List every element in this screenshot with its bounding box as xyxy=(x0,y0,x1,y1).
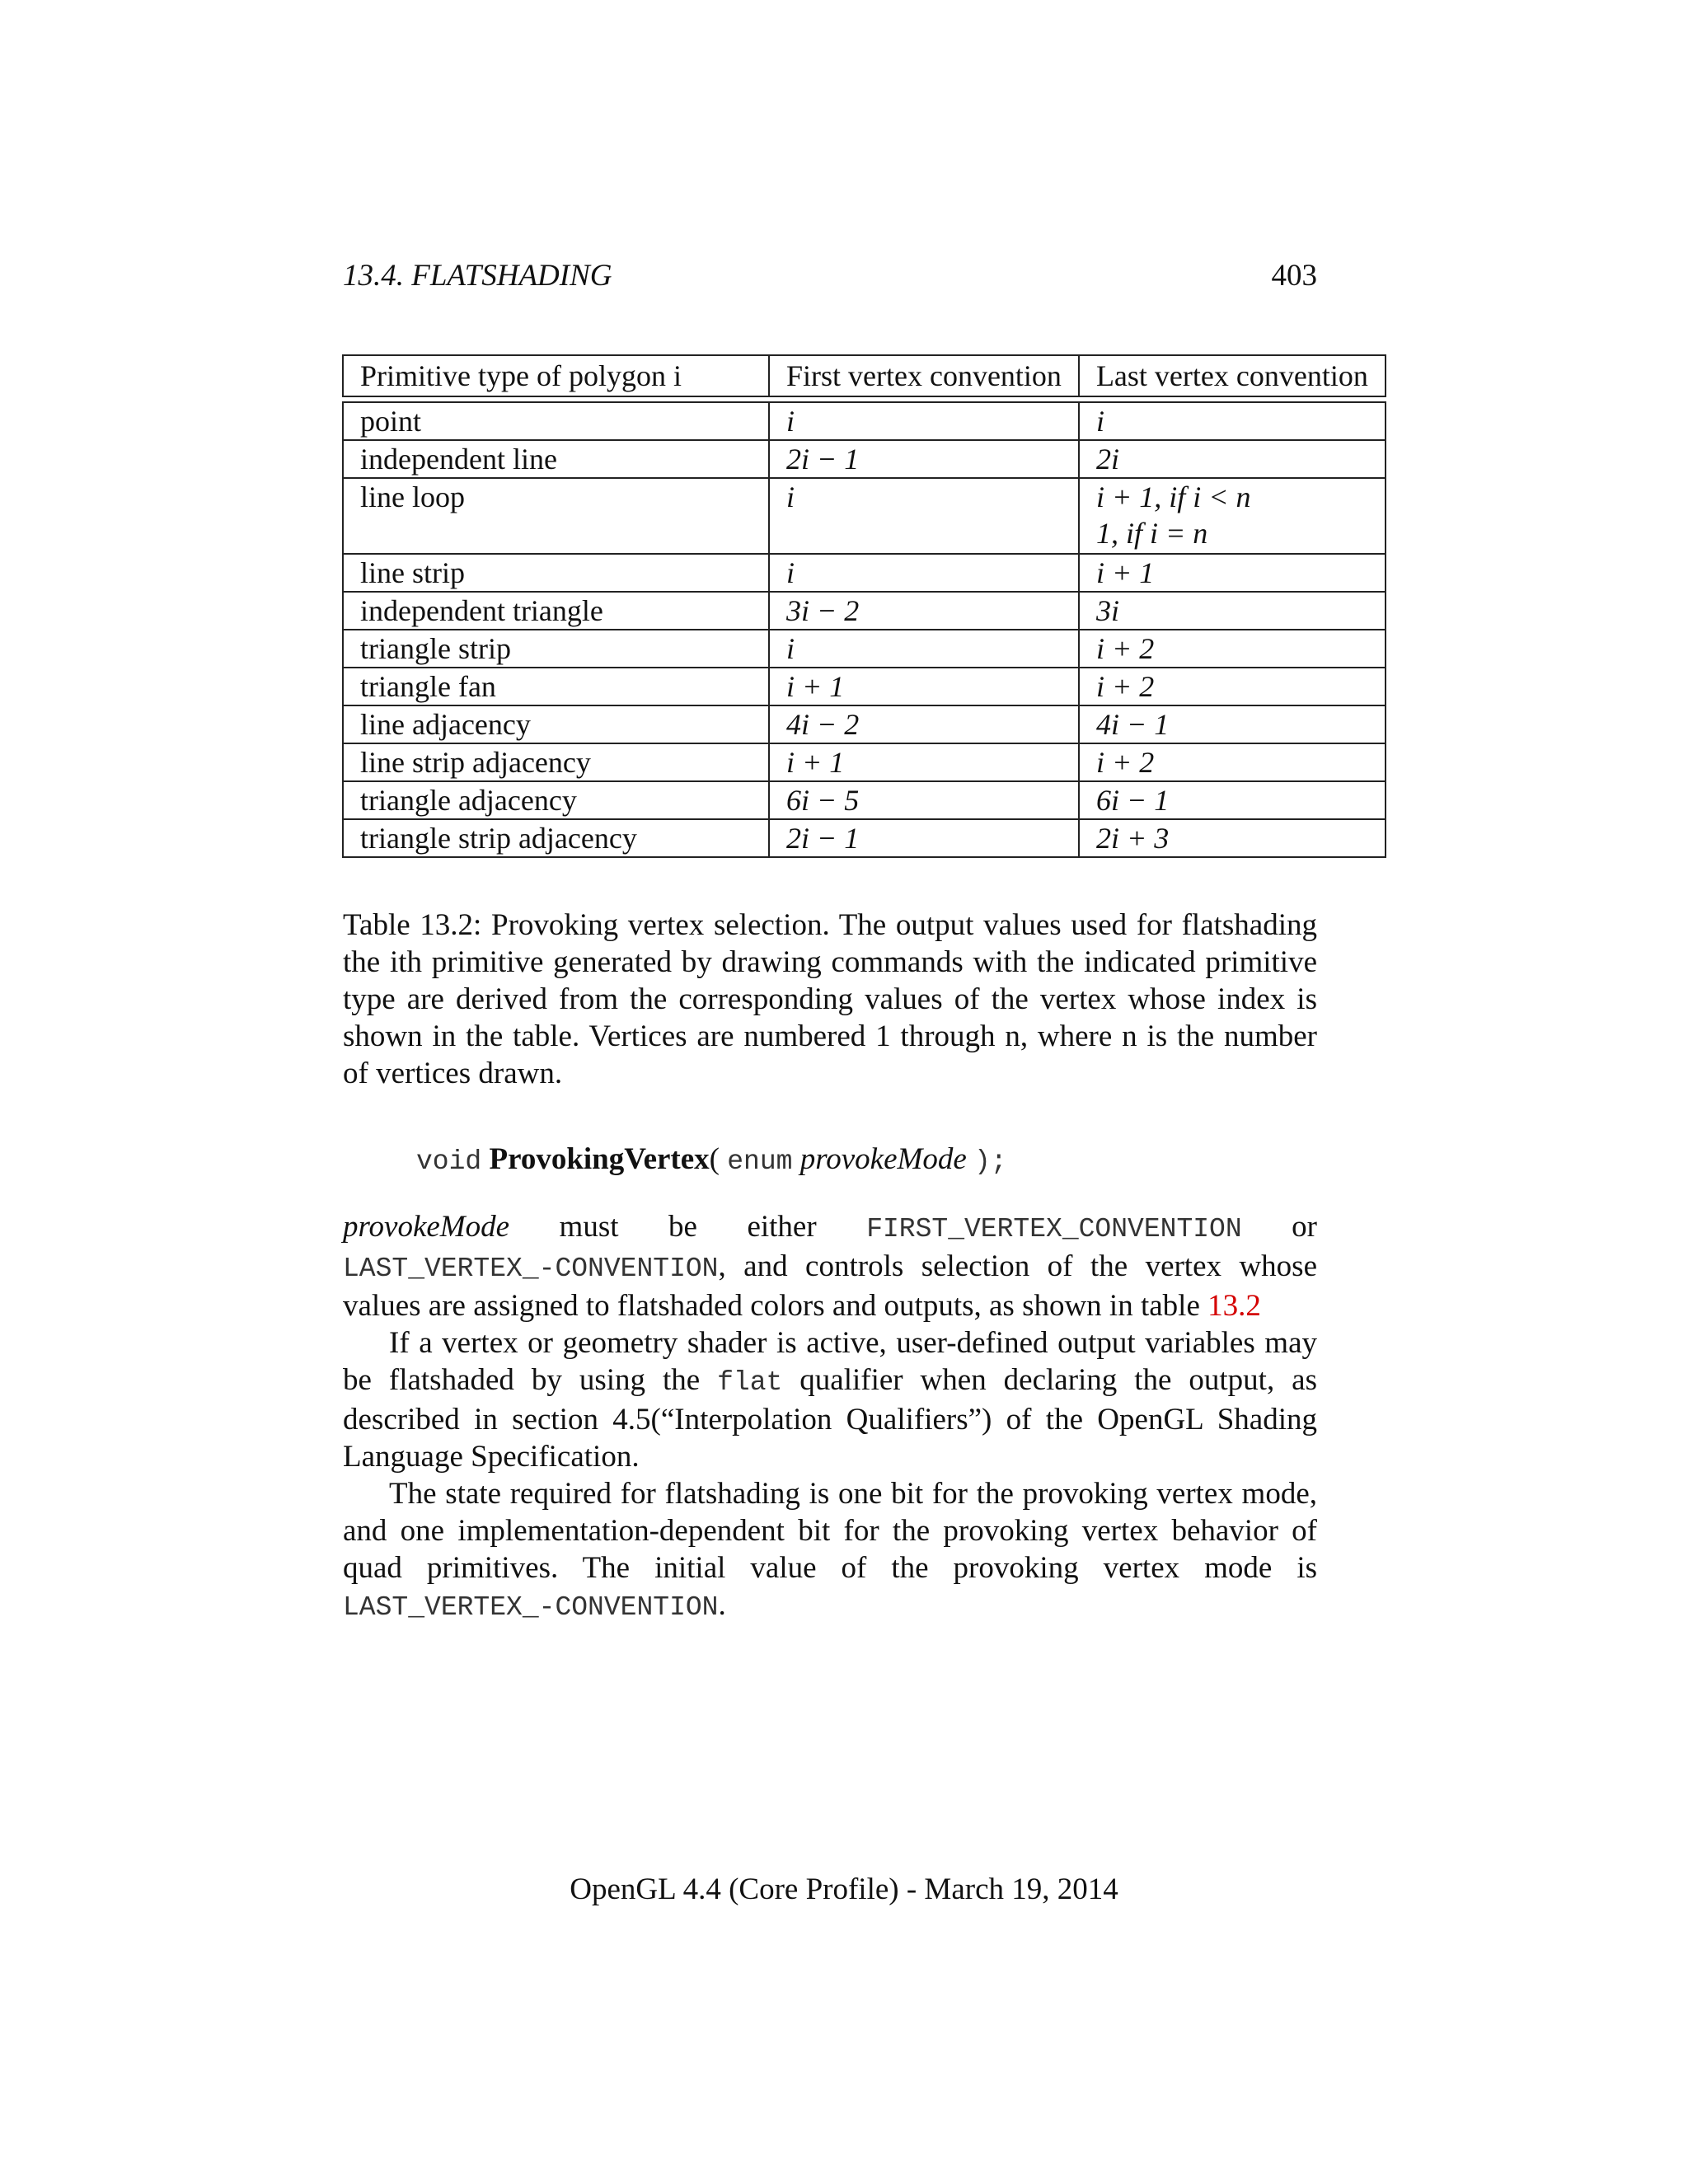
cell-first: i xyxy=(769,630,1079,668)
column-header-last-vertex: Last vertex convention xyxy=(1079,355,1386,396)
body-text xyxy=(343,1208,1317,1626)
text-span: , and controls selection of the vertex whose values are assigned to flatshaded colors and outputs, as shown in table xyxy=(343,1249,1317,1323)
paragraph-provokemode xyxy=(343,1208,1317,1324)
cell-first: i + 1 xyxy=(769,668,1079,705)
table-row xyxy=(343,440,1386,478)
cell-type: independent line xyxy=(343,440,769,478)
table-header-separator xyxy=(343,396,1386,402)
close-paren: ); xyxy=(974,1146,1007,1177)
cell-type: triangle strip xyxy=(343,630,769,668)
param-type: enum xyxy=(727,1146,793,1177)
cell-type: line strip adjacency xyxy=(343,743,769,781)
text-span: qualifier when declaring the output, as described in section 4.5(“Interpolation Qualifiers”) of the OpenGL Shading Language Specification. xyxy=(343,1363,1317,1474)
text-span: . xyxy=(718,1588,726,1622)
code-last-vertex-convention: LAST_VERTEX_-CONVENTION xyxy=(343,1254,719,1284)
column-header-primitive-type: Primitive type of polygon i xyxy=(343,355,769,396)
cell-type: line strip xyxy=(343,554,769,592)
table-caption: Table 13.2: Provoking vertex selection. The output values used for flatshading the ith primitive generated by drawing commands with the indicated primitive type are derived from the corresponding values of the vertex whose index is shown in the table. Vertices are numbered 1 through n, where n is the number of vertices drawn. xyxy=(343,908,1317,1090)
paragraph-flat-qualifier xyxy=(343,1324,1317,1475)
text-span: The state required for flatshading is one bit for the provoking vertex mode, and one implementation-dependent bit for the provoking vertex behavior of quad primitives. The initial value of the provoking vertex mode is xyxy=(343,1477,1317,1585)
cell-last: i + 2 xyxy=(1079,743,1386,781)
page-footer: OpenGL 4.4 (Core Profile) - March 19, 2014 xyxy=(570,1872,1118,1906)
cell-first: 4i − 2 xyxy=(769,705,1079,743)
section-title: 13.4. FLATSHADING xyxy=(343,259,612,293)
cell-first: i xyxy=(769,554,1079,592)
cell-first: i xyxy=(769,478,1079,554)
code-last-vertex-convention: LAST_VERTEX_-CONVENTION xyxy=(343,1592,719,1623)
cell-last: i + 1 xyxy=(1079,554,1386,592)
open-paren: ( xyxy=(709,1142,720,1176)
cell-type: triangle adjacency xyxy=(343,781,769,819)
cell-first: 2i − 1 xyxy=(769,440,1079,478)
table-header-row xyxy=(343,355,1386,396)
cell-last: 3i xyxy=(1079,592,1386,630)
table-row xyxy=(343,668,1386,705)
cell-first: 6i − 5 xyxy=(769,781,1079,819)
table-row xyxy=(343,743,1386,781)
cell-first: i xyxy=(769,402,1079,440)
cell-last: i + 2 xyxy=(1079,630,1386,668)
return-type: void xyxy=(416,1146,482,1177)
cell-last: 2i + 3 xyxy=(1079,819,1386,857)
table-row xyxy=(343,478,1386,554)
cell-type: line loop xyxy=(343,478,769,554)
cell-type: triangle strip adjacency xyxy=(343,819,769,857)
cell-first: 2i − 1 xyxy=(769,819,1079,857)
table-row xyxy=(343,819,1386,857)
cell-type: line adjacency xyxy=(343,705,769,743)
cell-first: i + 1 xyxy=(769,743,1079,781)
cell-type: independent triangle xyxy=(343,592,769,630)
column-header-first-vertex: First vertex convention xyxy=(769,355,1079,396)
cell-type: point xyxy=(343,402,769,440)
table-row xyxy=(343,705,1386,743)
cell-last xyxy=(1079,478,1386,554)
table-row xyxy=(343,781,1386,819)
function-name: ProvokingVertex xyxy=(489,1142,710,1176)
paragraph-state xyxy=(343,1475,1317,1626)
table-row xyxy=(343,554,1386,592)
cell-last: 4i − 1 xyxy=(1079,705,1386,743)
text-span: or xyxy=(1241,1210,1317,1244)
code-flat: flat xyxy=(717,1367,783,1398)
cell-type: triangle fan xyxy=(343,668,769,705)
cell-first: 3i − 2 xyxy=(769,592,1079,630)
cell-last: i xyxy=(1079,402,1386,440)
text-span: If a vertex or geometry shader is active, user-defined output variables may be flatshaded by using the xyxy=(343,1326,1317,1397)
cell-last: 6i − 1 xyxy=(1079,781,1386,819)
table-row xyxy=(343,402,1386,440)
param-ref: provokeMode xyxy=(343,1210,510,1244)
cell-last-line-1: i + 1, if i < n xyxy=(1095,480,1251,513)
param-name: provokeMode xyxy=(799,1142,967,1176)
provoking-vertex-table xyxy=(342,354,1386,858)
cell-last: i + 2 xyxy=(1079,668,1386,705)
page-number: 403 xyxy=(1271,259,1317,293)
running-header xyxy=(343,255,1317,297)
cell-last: 2i xyxy=(1079,440,1386,478)
text-span: must be either xyxy=(509,1210,867,1244)
code-first-vertex-convention: FIRST_VERTEX_CONVENTION xyxy=(866,1214,1242,1244)
table-row xyxy=(343,592,1386,630)
function-prototype xyxy=(416,1139,1007,1183)
table-reference-link[interactable]: 13.2 xyxy=(1207,1289,1261,1323)
table-row xyxy=(343,630,1386,668)
cell-last-line-2: 1, if i = n xyxy=(1095,517,1208,550)
